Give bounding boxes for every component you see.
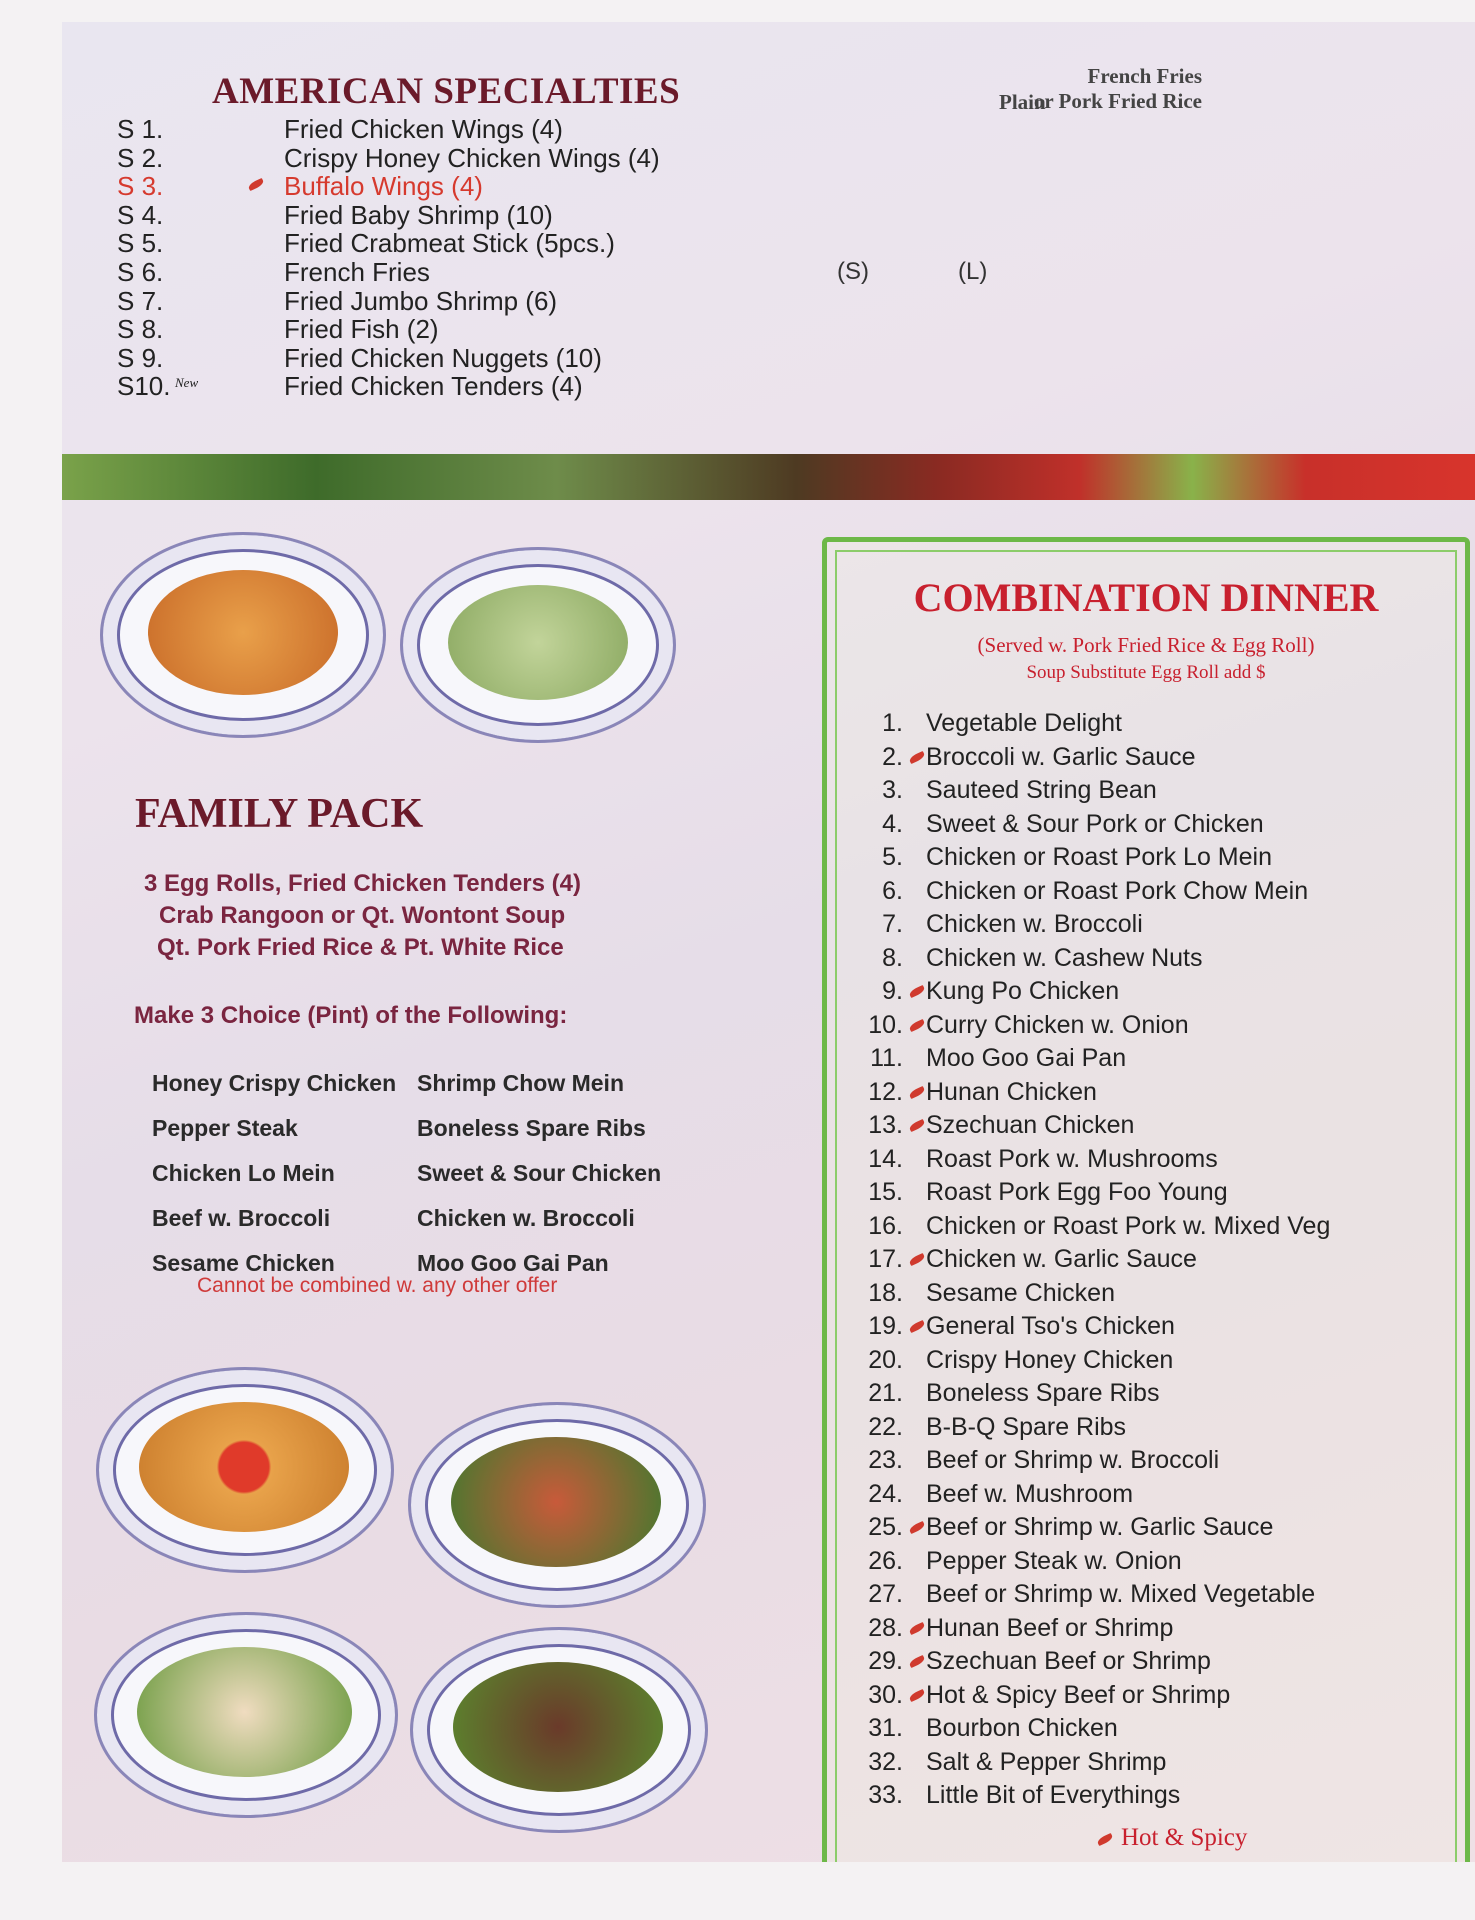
combo-item-name: Broccoli w. Garlic Sauce: [926, 742, 1196, 771]
combo-item-name: Chicken or Roast Pork Lo Mein: [926, 843, 1272, 871]
vegetable-banner-image: [62, 454, 1475, 500]
american-item-name: Fried Chicken Tenders (4): [284, 371, 583, 402]
american-item-code: S 6.: [117, 257, 164, 287]
family-choice-item: Beef w. Broccoli: [152, 1205, 331, 1231]
combo-item-number: 30.: [868, 1680, 903, 1709]
combo-item-number: 24.: [868, 1479, 903, 1508]
american-item-name: Fried Crabmeat Stick (5pcs.): [284, 228, 615, 259]
family-choice-item: Sweet & Sour Chicken: [417, 1160, 662, 1186]
combo-item: [827, 1681, 1457, 1711]
vegetable-dish-plate-image: [400, 547, 676, 743]
hot-spicy-legend-label: Hot & Spicy: [1121, 1824, 1248, 1851]
combo-item: [827, 944, 1457, 974]
chili-pepper-icon: [247, 178, 264, 191]
combo-item-number: 18.: [868, 1278, 903, 1307]
combo-item: [827, 1647, 1457, 1677]
family-choice-item: Honey Crispy Chicken: [152, 1070, 397, 1096]
combo-item-number: 25.: [868, 1513, 903, 1541]
combo-item: [827, 877, 1457, 907]
new-badge: New: [175, 375, 199, 391]
combo-item: [827, 776, 1457, 806]
combo-item-number: 4.: [882, 809, 903, 838]
combo-item-number: 17.: [868, 1245, 903, 1273]
combo-item-number: 15.: [868, 1178, 903, 1206]
combo-item-name: Crispy Honey Chicken: [926, 1345, 1174, 1374]
combo-item-number: 23.: [868, 1446, 903, 1474]
combo-item-number: 7.: [882, 910, 903, 938]
combo-item: [827, 1245, 1457, 1275]
chili-pepper-icon: [908, 985, 925, 998]
family-choice-item: Boneless Spare Ribs: [417, 1115, 646, 1141]
combo-item-name: Roast Pork Egg Foo Young: [926, 1178, 1228, 1206]
combo-item-name: Hunan Chicken: [926, 1077, 1097, 1106]
broccoli-dish-plate-image: [408, 1402, 706, 1608]
combo-item-number: 31.: [868, 1714, 903, 1742]
american-item-code: S 8.: [117, 314, 164, 345]
american-item-name: Fried Baby Shrimp (10): [284, 199, 553, 230]
chili-pepper-icon: [908, 1521, 925, 1534]
combo-item-name: Beef or Shrimp w. Broccoli: [926, 1446, 1220, 1474]
combo-item-number: 29.: [868, 1647, 903, 1675]
combo-item: [827, 843, 1457, 873]
american-item-name: Buffalo Wings (4): [284, 171, 483, 202]
combo-item-number: 8.: [882, 943, 903, 972]
combo-item: [827, 810, 1457, 840]
combo-item-name: Szechuan Beef or Shrimp: [926, 1647, 1211, 1675]
combo-item: [827, 1781, 1457, 1811]
combo-item-name: Bourbon Chicken: [926, 1714, 1118, 1742]
combo-item-name: Sweet & Sour Pork or Chicken: [926, 809, 1264, 838]
combo-item: [827, 1145, 1457, 1175]
combo-item: [827, 1446, 1457, 1476]
combo-item: [827, 1111, 1457, 1141]
family-choice-item: Sesame Chicken: [152, 1250, 335, 1276]
combo-item-number: 32.: [868, 1747, 903, 1776]
american-item-name: Fried Jumbo Shrimp (6): [284, 285, 558, 316]
combo-item-number: 28.: [868, 1613, 903, 1642]
family-pack-note: Cannot be combined w. any other offer: [197, 1274, 558, 1297]
american-item-code: S 5.: [117, 228, 164, 259]
column-header-fries-line1: French Fries: [1087, 64, 1202, 88]
combo-item: [827, 709, 1457, 739]
family-choice-item: Chicken w. Broccoli: [417, 1205, 635, 1231]
crab-rangoon-plate-image: [100, 532, 386, 738]
family-pack-line: Qt. Pork Fried Rice & Pt. White Rice: [157, 934, 564, 961]
combo-item-name: Chicken or Roast Pork Chow Mein: [926, 876, 1309, 905]
combo-item: [827, 1011, 1457, 1041]
combo-item-name: B-B-Q Spare Ribs: [926, 1412, 1127, 1441]
combo-item: [827, 1312, 1457, 1342]
column-header-plain: Plain: [999, 90, 1046, 114]
combo-item-number: 27.: [868, 1580, 903, 1608]
combo-item-number: 16.: [868, 1211, 903, 1240]
chili-pepper-icon: [908, 1621, 925, 1634]
combo-item-name: Sesame Chicken: [926, 1278, 1115, 1307]
american-item-name: French Fries: [284, 257, 430, 287]
combo-item-name: Moo Goo Gai Pan: [926, 1044, 1127, 1072]
combo-item-name: Chicken w. Broccoli: [926, 910, 1143, 938]
chili-pepper-icon: [908, 1688, 925, 1701]
combo-item: [827, 1614, 1457, 1644]
chili-pepper-icon: [908, 1018, 925, 1031]
combination-dinner-subtitle2: Soup Substitute Egg Roll add $: [1026, 662, 1266, 683]
size-small-label: (S): [837, 258, 869, 285]
combo-item-number: 5.: [882, 843, 903, 871]
pepper-steak-plate-image: [410, 1627, 708, 1833]
menu-page: [62, 22, 1475, 1862]
combo-item-name: Curry Chicken w. Onion: [926, 1010, 1189, 1039]
combo-item-number: 9.: [882, 977, 903, 1005]
family-pack-line: 3 Egg Rolls, Fried Chicken Tenders (4): [144, 870, 581, 897]
family-choice-item: Shrimp Chow Mein: [417, 1070, 624, 1096]
combo-item-number: 1.: [882, 709, 903, 737]
combo-item-number: 14.: [868, 1144, 903, 1173]
combo-item-name: Boneless Spare Ribs: [926, 1379, 1160, 1407]
combo-item-name: Vegetable Delight: [926, 709, 1122, 737]
chili-pepper-icon: [908, 1085, 925, 1098]
chili-pepper-icon: [1096, 1833, 1113, 1846]
combo-item-number: 3.: [882, 776, 903, 804]
combo-item-name: Chicken w. Cashew Nuts: [926, 943, 1203, 972]
combo-item-number: 21.: [868, 1379, 903, 1407]
combo-item-number: 13.: [868, 1111, 903, 1139]
combo-item-name: Kung Po Chicken: [926, 977, 1120, 1005]
combo-item-name: Szechuan Chicken: [926, 1111, 1135, 1139]
chili-pepper-icon: [908, 1119, 925, 1132]
column-header-fries: [932, 64, 1202, 114]
combo-item: [827, 1178, 1457, 1208]
combo-item-name: Pepper Steak w. Onion: [926, 1546, 1182, 1575]
combo-item-name: Chicken w. Garlic Sauce: [926, 1245, 1197, 1273]
family-pack-choice-heading: Make 3 Choice (Pint) of the Following:: [134, 1002, 568, 1029]
combo-item-name: Salt & Pepper Shrimp: [926, 1747, 1167, 1776]
combo-item-number: 2.: [882, 742, 903, 771]
combo-item: [827, 1379, 1457, 1409]
size-large-label: (L): [958, 258, 988, 285]
combination-dinner-title: COMBINATION DINNER: [913, 575, 1379, 620]
combo-item-name: Sauteed String Bean: [926, 776, 1157, 804]
combo-item-name: Hot & Spicy Beef or Shrimp: [926, 1680, 1231, 1709]
american-item-name: Fried Chicken Wings (4): [284, 114, 563, 144]
family-choice-item: Moo Goo Gai Pan: [417, 1250, 609, 1276]
chicken-mushroom-plate-image: [94, 1612, 398, 1818]
american-specialties-title: AMERICAN SPECIALTIES: [212, 71, 681, 112]
combo-item: [827, 1480, 1457, 1510]
combo-item: [827, 910, 1457, 940]
american-item-code: S 9.: [117, 342, 164, 373]
combo-item-name: Little Bit of Everythings: [926, 1781, 1181, 1809]
combo-item: [827, 1346, 1457, 1376]
combo-item-number: 22.: [868, 1412, 903, 1441]
american-item-code: S 1.: [117, 114, 164, 144]
combo-item: [827, 1413, 1457, 1443]
combo-item: [827, 1580, 1457, 1610]
american-item-code: S 7.: [117, 285, 164, 316]
combo-item: [827, 1044, 1457, 1074]
combo-item: [827, 1547, 1457, 1577]
american-item-name: Fried Fish (2): [284, 314, 439, 345]
american-item-code: S10.: [117, 371, 171, 402]
combo-item-name: Beef w. Mushroom: [926, 1479, 1134, 1508]
combo-item-number: 11.: [870, 1044, 903, 1072]
chili-pepper-icon: [908, 1253, 925, 1266]
combo-item-number: 33.: [868, 1781, 903, 1809]
combo-item: [827, 1748, 1457, 1778]
combo-item: [827, 1714, 1457, 1744]
combo-item-number: 12.: [868, 1077, 903, 1106]
american-item-name: Crispy Honey Chicken Wings (4): [284, 142, 660, 173]
combo-item: [827, 1212, 1457, 1242]
combination-dinner-box: [822, 537, 1470, 1862]
combo-item-number: 6.: [882, 876, 903, 905]
combo-item-number: 19.: [868, 1312, 903, 1340]
family-pack-title: FAMILY PACK: [135, 791, 424, 837]
family-choice-item: Pepper Steak: [152, 1115, 298, 1141]
combo-item-name: Beef or Shrimp w. Mixed Vegetable: [926, 1580, 1316, 1608]
combo-item: [827, 743, 1457, 773]
family-choice-item: Chicken Lo Mein: [152, 1160, 335, 1186]
combo-item-number: 20.: [868, 1345, 903, 1374]
american-item-code: S 3.: [117, 171, 164, 202]
hot-spicy-legend: [1097, 1824, 1247, 1852]
combo-item-name: Chicken or Roast Pork w. Mixed Veg: [926, 1211, 1331, 1240]
chili-pepper-icon: [908, 750, 925, 763]
combo-item: [827, 1279, 1457, 1309]
combo-item-name: Beef or Shrimp w. Garlic Sauce: [926, 1513, 1274, 1541]
family-pack-line: Crab Rangoon or Qt. Wontont Soup: [159, 902, 566, 929]
chili-pepper-icon: [908, 1320, 925, 1333]
american-item-code: S 4.: [117, 199, 164, 230]
combo-item-name: Roast Pork w. Mushrooms: [926, 1144, 1218, 1173]
combo-item-number: 10.: [868, 1010, 903, 1039]
combo-item: [827, 1513, 1457, 1543]
combo-item-name: General Tso's Chicken: [926, 1312, 1175, 1340]
combo-item-number: 26.: [868, 1546, 903, 1575]
combination-dinner-subtitle: (Served w. Pork Fried Rice & Egg Roll): [977, 633, 1315, 657]
column-header-fries-line2: or Pork Fried Rice: [1033, 89, 1202, 113]
chili-pepper-icon: [908, 1655, 925, 1668]
american-item-name: Fried Chicken Nuggets (10): [284, 342, 602, 373]
combo-item: [827, 1078, 1457, 1108]
combo-item: [827, 977, 1457, 1007]
fried-wontons-plate-image: [96, 1367, 394, 1573]
american-item-code: S 2.: [117, 142, 164, 173]
combo-item-name: Hunan Beef or Shrimp: [926, 1613, 1174, 1642]
